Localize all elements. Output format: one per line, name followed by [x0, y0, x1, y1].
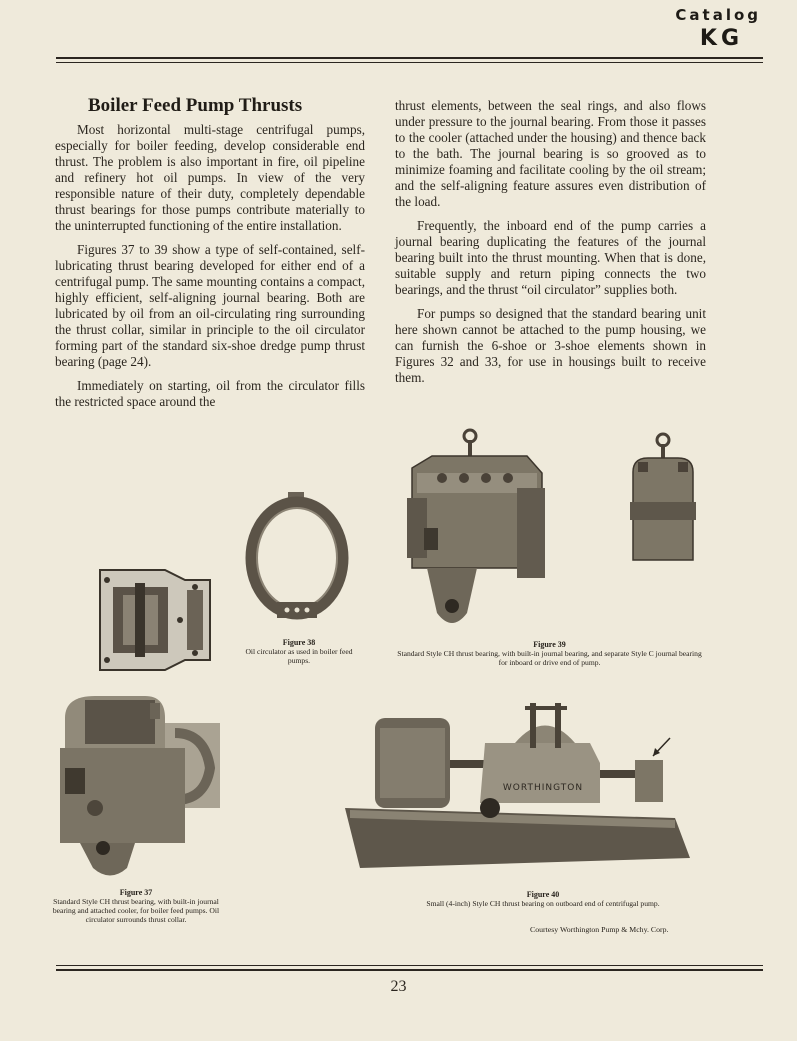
bearing-with-cooler-image	[55, 688, 225, 883]
left-column	[55, 122, 365, 418]
figure-38-text: Oil circulator as used in boiler feed pumps.	[245, 647, 353, 665]
figure-39-text: Standard Style CH thrust bearing, with built-in journal bearing, and separate Style C journal bearing for inboard or drive end of pump.	[397, 649, 702, 667]
page-number: 23	[390, 978, 407, 995]
figure-40-caption	[378, 890, 708, 908]
figure-40-label: Figure 40	[526, 890, 560, 899]
figure-38-label: Figure 38	[282, 638, 316, 647]
right-paragraph-2: Frequently, the inboard end of the pump carries a journal bearing duplicating the features of the journal bearing built into the thrust mounting. When that is done, suitable supply and return piping connects the two bearings, and the thrust “oil circulator” supplies both.	[395, 218, 706, 297]
header-rule	[56, 57, 763, 59]
figure-39-label: Figure 39	[533, 640, 566, 649]
left-paragraph-3: Immediately on starting, oil from the circulator fills the restricted space around the	[55, 378, 365, 409]
page-title: Boiler Feed Pump Thrusts	[88, 95, 303, 116]
oil-circulator-ring-image	[245, 490, 350, 630]
figure-37-caption	[50, 888, 222, 924]
left-paragraph-1: Most horizontal multi-stage centrifugal pumps, especially for boiler feeding, develop considerable end thrust. The problem is also important in fire, oil pipeline and refinery hot oil pumps. In view of the very responsible nature of their duty, completely dependable thrust bearings for those pumps contribute materially to the uninterrupted functioning of the entire installation.	[55, 122, 365, 233]
footer-rule	[56, 969, 763, 971]
figure-40-text: Small (4-inch) Style CH thrust bearing on outboard end of centrifugal pump.	[426, 899, 660, 908]
photo-credit: Courtesy Worthington Pump & Mchy. Corp.	[530, 925, 669, 934]
left-paragraph-2: Figures 37 to 39 show a type of self-contained, self-lubricating thrust bearing developed for either end of a centrifugal pump. The same mounting contains a compact, highly efficient, self-aligning journal bearing. Both are lubricated by oil from an oil-circulating ring surrounding the thrust collar, similar in principle to the oil circulator forming part of the standard six-shoe dredge pump thrust bearing (page 24).	[55, 242, 365, 369]
right-paragraph-3: For pumps so designed that the standard bearing unit here shown cannot be attached to the pump housing, we can furnish the 6-shoe or 3-shoe elements shown in Figures 32 and 33, for use in housings built to receive them.	[395, 306, 706, 385]
header-rule-thin	[56, 62, 763, 63]
right-column	[395, 98, 706, 394]
figure-38-caption	[238, 638, 360, 665]
catalog-code: KG	[699, 26, 743, 51]
figure-39-caption	[393, 640, 706, 667]
bearing-cutaway-image	[95, 565, 215, 675]
thrust-bearing-unit-image	[402, 428, 550, 636]
footer-rule-thin	[56, 965, 763, 966]
right-paragraph-1: thrust elements, between the seal rings, and also flows under pressure to the journal bearing. From those it passes to the cooler (attached under the housing) and thence back to the bath. The journal bearing is so grooved as to minimize foaming and facilitate cooling by the oil stream; and the self-aligning feature assures even distribution of the load.	[395, 98, 706, 209]
centrifugal-pump-assembly-image	[345, 698, 695, 883]
pump-nameplate: WORTHINGTON	[502, 783, 584, 793]
figure-37-label: Figure 37	[119, 888, 153, 897]
journal-bearing-image	[628, 432, 698, 567]
figure-37-text: Standard Style CH thrust bearing, with built-in journal bearing and attached cooler, for boiler feed pumps. Oil circulator surrounds thrust collar.	[52, 897, 220, 924]
catalog-label: Catalog	[675, 6, 761, 24]
